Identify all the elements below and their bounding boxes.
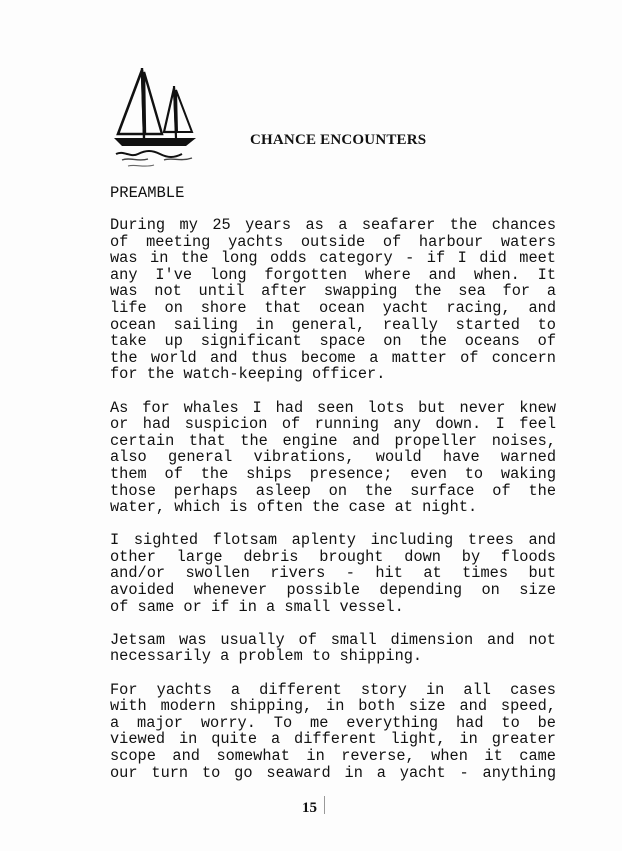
text-line: Jetsam was usually of small dimension and not bbox=[110, 630, 556, 649]
text-line: viewed in quite a different light, in greater bbox=[110, 730, 556, 749]
text-line: take up significant space on the oceans of bbox=[110, 332, 556, 351]
page-title: CHANCE ENCOUNTERS bbox=[250, 132, 427, 148]
sailboat-icon bbox=[108, 62, 204, 174]
paragraph bbox=[110, 217, 556, 383]
text-line: any I've long forgotten where and when. It bbox=[110, 265, 556, 284]
text-line: those perhaps asleep on the surface of the bbox=[110, 481, 556, 500]
text-line: avoided whenever possible depending on size bbox=[110, 581, 556, 600]
text-line: of same or if in a small vessel. bbox=[110, 597, 404, 616]
text-line: other large debris brought down by floods bbox=[110, 547, 556, 566]
paragraph bbox=[110, 632, 556, 665]
text-line: of meeting yachts outside of harbour waters bbox=[110, 232, 556, 251]
text-line: During my 25 years as a seafarer the chances bbox=[110, 216, 556, 234]
text-line: also general vibrations, would have warned bbox=[110, 448, 556, 467]
body-text bbox=[110, 217, 556, 798]
paragraph bbox=[110, 682, 556, 782]
text-line: our turn to go seaward in a yacht - anything bbox=[110, 763, 556, 782]
text-line: a major worry. To me everything had to be bbox=[110, 713, 556, 732]
paragraph bbox=[110, 400, 556, 516]
text-line: was not until after swapping the sea for a bbox=[110, 282, 556, 301]
text-line: life on shore that ocean yacht racing, and bbox=[110, 298, 556, 317]
text-line: ocean sailing in general, really started to bbox=[110, 315, 556, 334]
text-line: the world and thus become a matter of concern bbox=[110, 348, 556, 367]
text-line: certain that the engine and propeller noises, bbox=[110, 431, 556, 450]
section-heading: PREAMBLE bbox=[110, 184, 185, 202]
paragraph bbox=[110, 532, 556, 615]
text-line: with modern shipping, in both size and speed, bbox=[110, 697, 556, 716]
text-line: scope and somewhat in reverse, when it came bbox=[110, 747, 556, 765]
text-line: them of the ships presence; even to waking bbox=[110, 464, 556, 483]
text-line: I sighted flotsam aplenty including trees and bbox=[110, 531, 556, 550]
text-line: and/or swollen rivers - hit at times but bbox=[110, 564, 556, 583]
text-line: for the watch-keeping officer. bbox=[110, 365, 386, 384]
text-line: As for whales I had seen lots but never knew bbox=[110, 398, 556, 417]
text-line: was in the long odds category - if I did meet bbox=[110, 249, 556, 268]
text-line: or had suspicion of running any down. I feel bbox=[110, 415, 556, 434]
text-line: necessarily a problem to shipping. bbox=[110, 647, 423, 666]
text-line: For yachts a different story in all cases bbox=[110, 680, 556, 699]
text-line: water, which is often the case at night. bbox=[110, 498, 478, 517]
page-edge-mark bbox=[324, 796, 325, 814]
page-number: 15 bbox=[302, 800, 317, 816]
